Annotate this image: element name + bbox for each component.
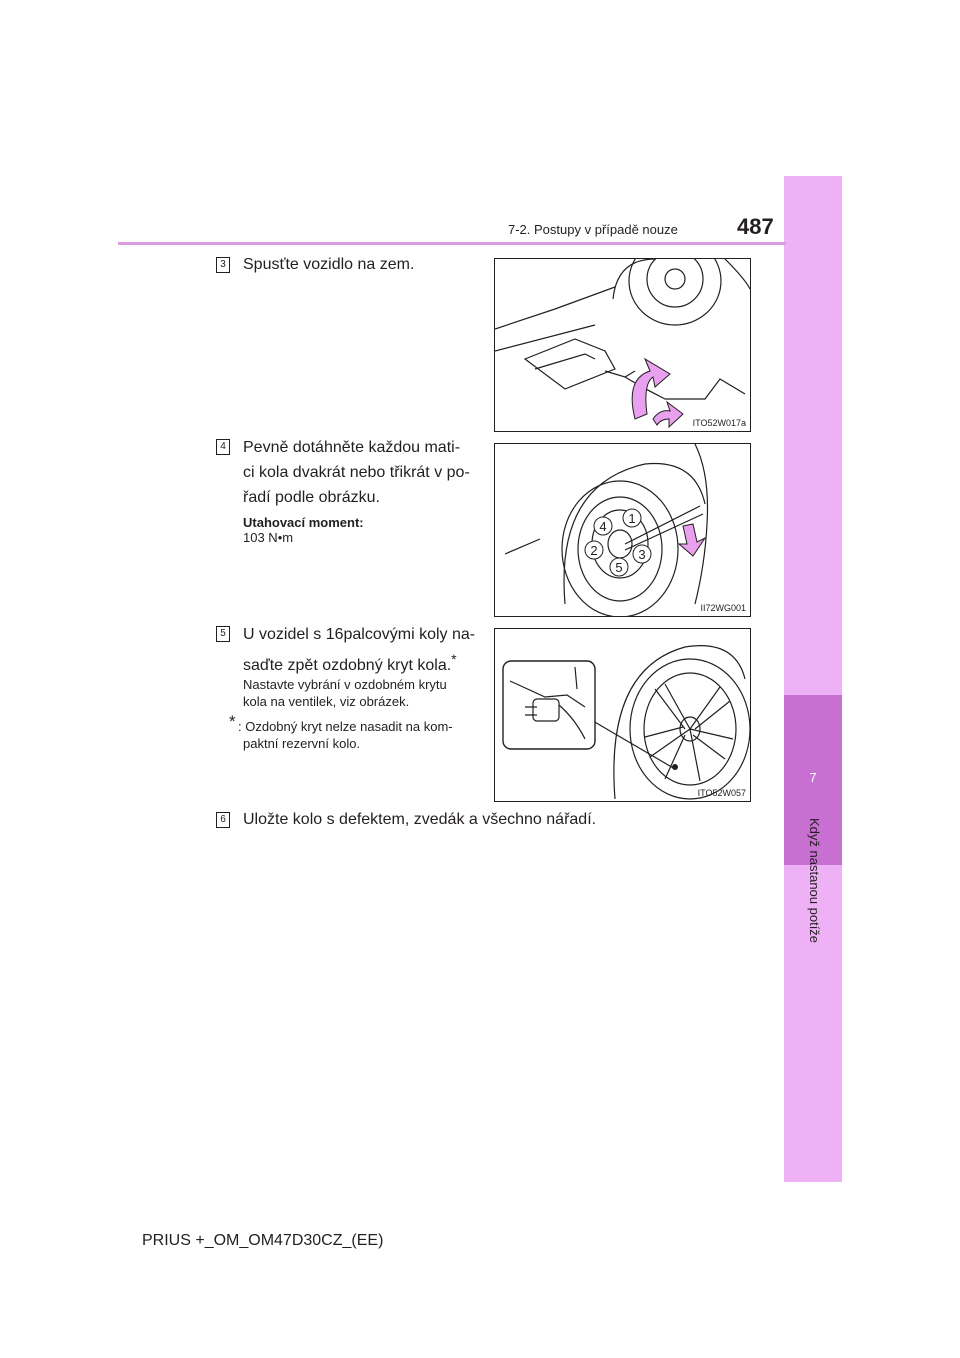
step-5-note-1: Nastavte vybrání v ozdobném krytu xyxy=(243,677,447,692)
step-4-line-3: řadí podle obrázku. xyxy=(243,489,380,506)
document-code: PRIUS +_OM_OM47D30CZ_(EE) xyxy=(142,1232,384,1249)
header-rule xyxy=(118,242,786,245)
figure-code: ITO52W017a xyxy=(692,418,746,428)
nut-label-4: 4 xyxy=(599,519,607,534)
nut-label-5: 5 xyxy=(615,560,623,575)
step-number-6: 6 xyxy=(216,812,230,828)
figure-code: ITO52W057 xyxy=(697,788,746,798)
step-5-note-2: kola na ventilek, viz obrázek. xyxy=(243,694,410,709)
figure-code: II72WG001 xyxy=(700,603,746,613)
footnote-star: * xyxy=(451,651,457,667)
step-number-4: 4 xyxy=(216,439,230,455)
torque-value: 103 N•m xyxy=(243,530,294,545)
figure-lower-vehicle xyxy=(494,258,751,432)
step-4-line-1: Pevně dotáhněte každou mati- xyxy=(243,439,461,456)
figure-tighten-nuts xyxy=(494,443,751,617)
chapter-side-band xyxy=(784,176,842,1182)
step-6-text: Uložte kolo s defektem, zvedák a všechno nářadí. xyxy=(243,811,597,828)
nut-label-3: 3 xyxy=(638,547,646,562)
chapter-number: 7 xyxy=(809,770,817,785)
figure-wheel-cover xyxy=(494,628,751,802)
wheel-cover-illustration xyxy=(495,629,750,801)
nut-label-1: 1 xyxy=(628,511,636,526)
nut-label-2: 2 xyxy=(590,543,598,558)
footnote-line-2: paktní rezervní kolo. xyxy=(243,736,361,751)
footnote-line-1: : Ozdobný kryt nelze nasadit na kom- xyxy=(238,719,453,734)
section-title: 7-2. Postupy v případě nouze xyxy=(508,222,678,237)
step-number-5: 5 xyxy=(216,626,230,642)
step-number-3: 3 xyxy=(216,257,230,273)
step-5-line-2: saďte zpět ozdobný kryt kola.* xyxy=(243,651,457,674)
step-5-line-1: U vozidel s 16palcovými koly na- xyxy=(243,626,476,643)
step-4-line-2: ci kola dvakrát nebo třikrát v po- xyxy=(243,464,470,481)
chapter-title: Když nastanou potíže xyxy=(807,818,822,944)
footnote-mark: * xyxy=(229,712,236,731)
lowering-jack-illustration xyxy=(495,259,750,431)
torque-label: Utahovací moment: xyxy=(243,515,364,530)
step-3-text: Spusťte vozidlo na zem. xyxy=(243,256,415,273)
page-number: 487 xyxy=(737,214,774,239)
wheel-nut-order-illustration xyxy=(495,444,750,616)
